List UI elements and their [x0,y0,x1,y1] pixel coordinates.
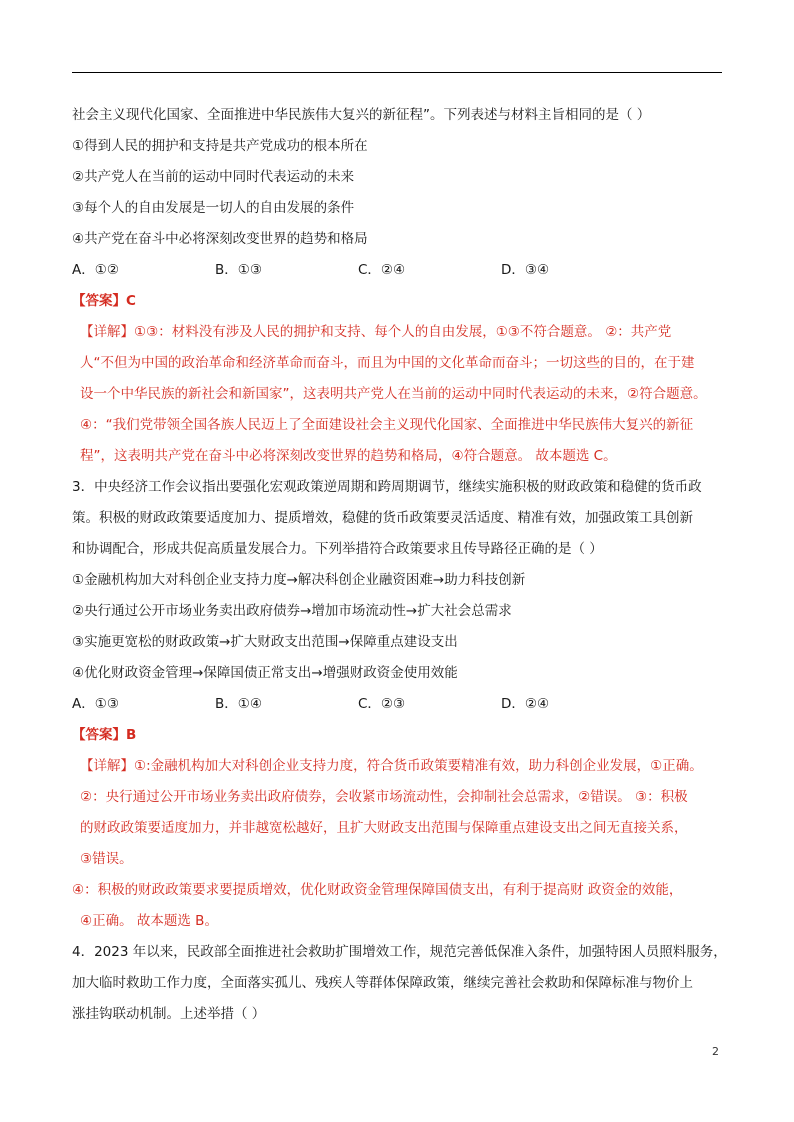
q3-item-2: ②央行通过公开市场业务卖出政府债券→增加市场流动性→扩大社会总需求 [72,603,512,619]
q3-option-c: C．②③ [358,696,406,712]
page-number: 2 [712,1045,719,1058]
q2-explanation-line-4: ④：“我们党带领全国各族人民迈上了全面建设社会主义现代化国家、全面推进中华民族伟大复兴的新征 [80,417,694,433]
q3-options [72,689,732,720]
q2-options [72,255,732,286]
q3-item-1: ①金融机构加大对科创企业支持力度→解决科创企业融资困难→助力科技创新 [72,572,526,588]
q2-stem-tail: 社会主义现代化国家、全面推进中华民族伟大复兴的新征程”。下列表述与材料主旨相同的是（ ） [72,107,651,123]
q2-option-a: A．①② [72,262,119,278]
q2-explanation-line-5: 程”，这表明共产党在奋斗中必将深刻改变世界的趋势和格局，④符合题意。 故本题选 C。 [80,448,617,464]
q2-option-c: C．②④ [358,262,406,278]
header-rule [72,72,722,73]
q3-answer: 【答案】B [72,727,137,743]
q3-stem-line-3: 和协调配合，形成共促高质量发展合力。下列举措符合政策要求且传导路径正确的是（ ） [72,541,603,557]
q3-stem-line-1: 3．中央经济工作会议指出要强化宏观政策逆周期和跨周期调节，继续实施积极的财政政策和稳健的货币政 [72,479,702,495]
q3-explanation-line-6: ④正确。 故本题选 B。 [80,913,218,929]
q2-option-b: B．①③ [215,262,262,278]
q3-item-4: ④优化财政资金管理→保障国债正常支出→增强财政资金使用效能 [72,665,458,681]
q2-item-4: ④共产党在奋斗中必将深刻改变世界的趋势和格局 [72,231,368,247]
q3-option-b: B．①④ [215,696,262,712]
q2-item-3: ③每个人的自由发展是一切人的自由发展的条件 [72,200,355,216]
page-content [72,100,732,1030]
q3-stem-line-2: 策。积极的财政政策要适度加力、提质增效，稳健的货币政策要灵活适度、精准有效，加强政策工具创新 [72,510,693,526]
q3-option-d: D．②④ [501,696,550,712]
q4-stem-line-2: 加大临时救助工作力度，全面落实孤儿、残疾人等群体保障政策，继续完善社会救助和保障标准与物价上 [72,975,693,991]
q2-item-1: ①得到人民的拥护和支持是共产党成功的根本所在 [72,138,368,154]
q3-explanation-line-1: 【详解】①:金融机构加大对科创企业支持力度，符合货币政策要精准有效，助力科创企业发展，①正确。 [80,758,703,774]
q4-stem-line-3: 涨挂钩联动机制。上述举措（ ） [72,1006,266,1022]
q3-explanation-line-2: ②：央行通过公开市场业务卖出政府债券，会收紧市场流动性，会抑制社会总需求，②错误。 ③：积极 [80,789,688,805]
q3-explanation-line-3: 的财政政策要适度加力，并非越宽松越好，且扩大财政支出范围与保障重点建设支出之间无直接关系， [80,820,688,836]
q2-explanation-line-1: 【详解】①③：材料没有涉及人民的拥护和支持、每个人的自由发展，①③不符合题意。 ②：共产党 [80,324,672,340]
q3-item-3: ③实施更宽松的财政政策→扩大财政支出范围→保障重点建设支出 [72,634,458,650]
q2-explanation-line-3: 设一个中华民族的新社会和新国家”，这表明共产党人在当前的运动中同时代表运动的未来，②符合题意。 [80,386,707,402]
q3-option-a: A．①③ [72,696,119,712]
q2-answer: 【答案】C [72,293,136,309]
q2-option-d: D．③④ [501,262,550,278]
q2-explanation-line-2: 人“不但为中国的政治革命和经济革命而奋斗，而且为中国的文化革命而奋斗；一切这些的目的，在于建 [80,355,695,371]
q3-explanation-line-5: ④：积极的财政政策要求要提质增效，优化财政资金管理保障国债支出，有利于提高财 政资金的效能， [72,882,683,898]
q2-item-2: ②共产党人在当前的运动中同时代表运动的未来 [72,169,355,185]
q3-explanation-line-4: ③错误。 [80,851,133,867]
q4-stem-line-1: 4．2023 年以来，民政部全面推进社会救助扩围增效工作，规范完善低保准入条件，加强特困人员照料服务， [72,944,727,960]
